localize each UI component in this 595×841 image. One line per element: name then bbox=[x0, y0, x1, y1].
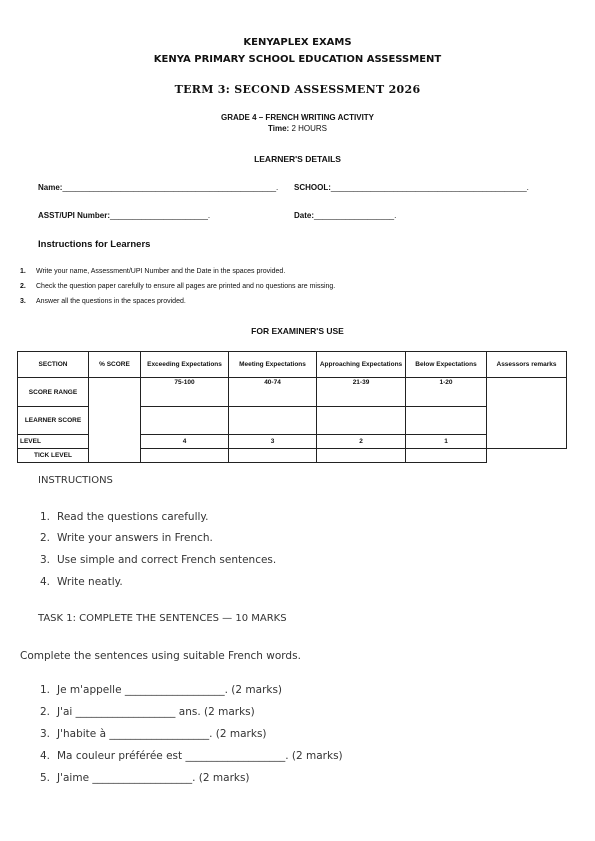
table-cell: 1 bbox=[406, 435, 487, 449]
score-input-cell[interactable] bbox=[141, 407, 229, 435]
item-text: J'habite à ___________________. (2 marks) bbox=[57, 728, 267, 740]
item-number: 3. bbox=[40, 554, 51, 566]
upi-blank[interactable]: ______________________. bbox=[110, 211, 211, 220]
table-cell: 3 bbox=[229, 435, 317, 449]
tick-cell[interactable] bbox=[317, 449, 406, 463]
task1-item[interactable] bbox=[40, 750, 343, 762]
item-text: Write neatly. bbox=[57, 576, 123, 588]
col-header: % SCORE bbox=[89, 352, 141, 378]
date-label: Date: bbox=[294, 211, 315, 220]
examiners-use-heading: FOR EXAMINER'S USE bbox=[251, 326, 344, 336]
empty-cell bbox=[487, 449, 567, 463]
item-number: 2. bbox=[40, 706, 51, 718]
tick-cell[interactable] bbox=[141, 449, 229, 463]
item-number: 1. bbox=[40, 684, 51, 696]
item-number: 2. bbox=[40, 532, 51, 544]
table-cell: 4 bbox=[141, 435, 229, 449]
assessment-title: KENYA PRIMARY SCHOOL EDUCATION ASSESSMENT bbox=[153, 54, 442, 65]
time-label: Time: bbox=[268, 124, 290, 133]
col-header: Assessors remarks bbox=[487, 352, 567, 378]
term-title: TERM 3: SECOND ASSESSMENT 2026 bbox=[174, 83, 421, 96]
learner-instructions-heading: Instructions for Learners bbox=[38, 239, 151, 250]
date-blank[interactable]: __________________. bbox=[314, 211, 397, 220]
item-number: 1. bbox=[20, 268, 26, 275]
table-cell: 40-74 bbox=[229, 378, 317, 407]
item-number: 5. bbox=[40, 772, 51, 784]
col-header: Exceeding Expectations bbox=[141, 352, 229, 378]
table-header-row bbox=[18, 352, 567, 378]
task1-item[interactable] bbox=[40, 772, 250, 784]
item-number: 1. bbox=[40, 511, 51, 523]
tick-cell[interactable] bbox=[406, 449, 487, 463]
item-number: 4. bbox=[40, 750, 51, 762]
item-number: 4. bbox=[40, 576, 51, 588]
row-label: LEARNER SCORE bbox=[18, 407, 89, 435]
item-text: Write your answers in French. bbox=[57, 532, 213, 544]
date-field[interactable] bbox=[294, 211, 396, 220]
time-line bbox=[0, 124, 595, 133]
instruction-item bbox=[40, 532, 213, 544]
learner-instruction-item bbox=[20, 283, 335, 290]
time-value: 2 HOURS bbox=[291, 124, 327, 133]
item-number: 3. bbox=[40, 728, 51, 740]
school-field[interactable] bbox=[294, 183, 529, 192]
col-header: SECTION bbox=[18, 352, 89, 378]
upi-field[interactable] bbox=[38, 211, 210, 220]
table-row bbox=[18, 378, 567, 407]
item-number: 3. bbox=[20, 298, 26, 305]
learner-instruction-item bbox=[20, 268, 285, 275]
table-cell: 21-39 bbox=[317, 378, 406, 407]
instruction-item bbox=[40, 554, 276, 566]
learner-details-heading: LEARNER'S DETAILS bbox=[254, 154, 341, 164]
task1-heading: TASK 1: COMPLETE THE SENTENCES — 10 MARKS bbox=[38, 613, 287, 624]
exam-provider-title: KENYAPLEX EXAMS bbox=[243, 37, 352, 48]
score-input-cell[interactable] bbox=[317, 407, 406, 435]
instruction-item bbox=[40, 511, 208, 523]
tick-cell[interactable] bbox=[229, 449, 317, 463]
item-text: Use simple and correct French sentences. bbox=[57, 554, 277, 566]
school-blank[interactable]: ____________________________________________. bbox=[330, 183, 529, 192]
col-header: Below Expectations bbox=[406, 352, 487, 378]
score-input-cell[interactable] bbox=[406, 407, 487, 435]
table-cell: 2 bbox=[317, 435, 406, 449]
instruction-item bbox=[40, 576, 123, 588]
table-cell: 75-100 bbox=[141, 378, 229, 407]
name-field[interactable] bbox=[38, 183, 278, 192]
examiner-score-table bbox=[17, 351, 567, 463]
item-text: J'aime ___________________. (2 marks) bbox=[57, 772, 250, 784]
task1-item[interactable] bbox=[40, 706, 255, 718]
col-header: Approaching Expectations bbox=[317, 352, 406, 378]
item-number: 2. bbox=[20, 283, 26, 290]
name-label: Name: bbox=[38, 183, 63, 192]
row-label: LEVEL bbox=[18, 435, 89, 449]
grade-subject-title: GRADE 4 – FRENCH WRITING ACTIVITY bbox=[220, 113, 375, 122]
row-label: TICK LEVEL bbox=[18, 449, 89, 463]
task1-item[interactable] bbox=[40, 728, 267, 740]
item-text: Je m'appelle ___________________. (2 marks) bbox=[57, 684, 283, 696]
item-text: J'ai ___________________ ans. (2 marks) bbox=[57, 706, 255, 718]
item-text: Answer all the questions in the spaces provided. bbox=[36, 298, 186, 305]
item-text: Read the questions carefully. bbox=[57, 511, 209, 523]
table-cell: 1-20 bbox=[406, 378, 487, 407]
col-header: Meeting Expectations bbox=[229, 352, 317, 378]
item-text: Ma couleur préférée est ___________________. (2 marks) bbox=[57, 750, 343, 762]
task1-item[interactable] bbox=[40, 684, 282, 696]
score-input-cell[interactable] bbox=[229, 407, 317, 435]
percent-score-cell[interactable] bbox=[89, 378, 141, 463]
assessors-remarks-cell[interactable] bbox=[487, 378, 567, 449]
school-label: SCHOOL: bbox=[294, 183, 331, 192]
instructions-heading: INSTRUCTIONS bbox=[38, 475, 113, 486]
upi-label: ASST/UPI Number: bbox=[38, 211, 111, 220]
item-text: Write your name, Assessment/UPI Number and the Date in the spaces provided. bbox=[36, 268, 286, 275]
item-text: Check the question paper carefully to ensure all pages are printed and no questions are missing. bbox=[36, 283, 336, 290]
learner-instruction-item bbox=[20, 298, 186, 305]
name-blank[interactable]: ________________________________________________. bbox=[62, 183, 279, 192]
row-label: SCORE RANGE bbox=[18, 378, 89, 407]
task1-intro: Complete the sentences using suitable French words. bbox=[20, 650, 301, 662]
